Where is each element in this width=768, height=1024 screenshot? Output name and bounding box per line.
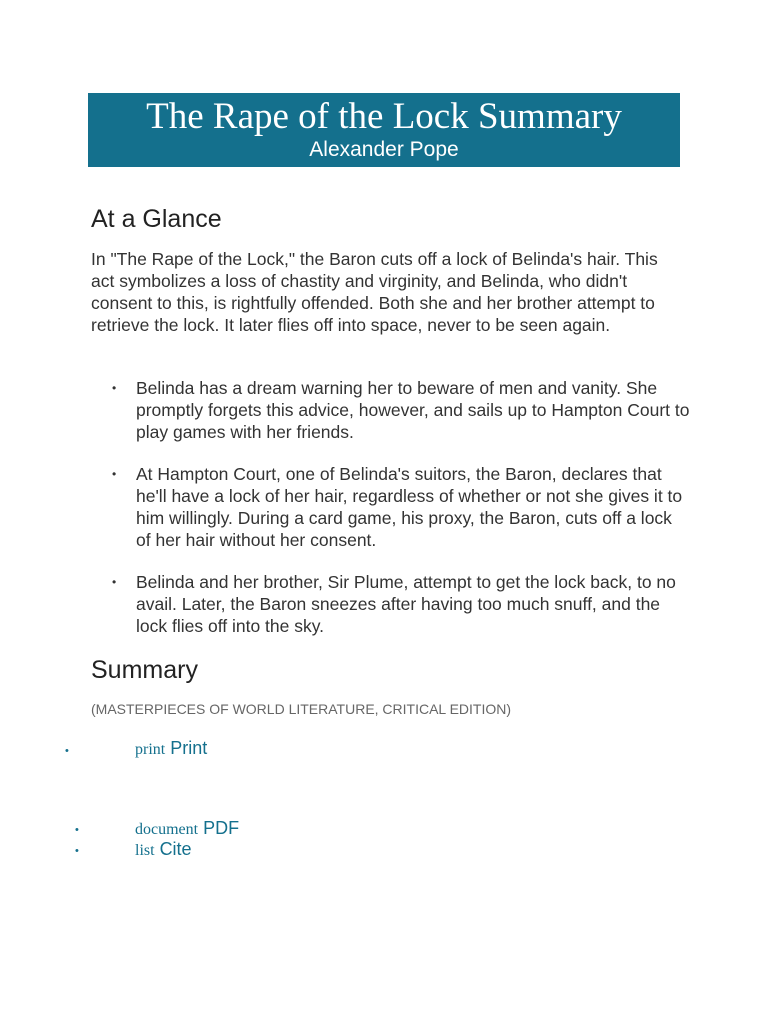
bullet-icon: • [112,381,117,395]
pdf-link[interactable] [75,818,240,839]
bullet-icon: • [112,575,117,589]
author-name: Alexander Pope [309,138,459,161]
bullet-icon: • [75,845,79,857]
cite-link[interactable] [75,839,192,860]
list-icon: list [135,842,155,859]
bullet-text: Belinda has a dream warning her to beware of men and vanity. She promptly forgets this advice, however, and sails up to Hampton Court to play games with her friends. [136,378,690,442]
print-icon: print [135,741,166,758]
bullet-text: At Hampton Court, one of Belinda's suitors, the Baron, declares that he'll have a lock of her hair, regardless of whether or not she gives it to him willingly. During a card game, his proxy, the Baron, cuts off a lock of her hair without her consent. [136,464,683,550]
bullet-text: Belinda and her brother, Sir Plume, attempt to get the lock back, to no avail. Later, the Baron sneezes after having too much snuff, and the lock flies off into the sky. [136,572,676,636]
title-banner [88,93,680,167]
list-item [110,463,690,551]
pdf-label: PDF [203,818,240,838]
bullet-icon: • [75,824,79,836]
bullet-icon: • [112,467,117,481]
glance-bullet-list [110,377,690,657]
summary-heading: Summary [91,656,198,684]
list-item [110,571,690,637]
at-a-glance-heading: At a Glance [91,205,222,233]
print-label: Print [170,738,208,758]
print-link[interactable] [65,738,208,759]
intro-paragraph: In "The Rape of the Lock," the Baron cuts off a lock of Belinda's hair. This act symbolizes a loss of chastity and virginity, and Belinda, who didn't consent to this, is rightfully offended. Both she and her brother attempt to retrieve the lock. It later flies off into space, never to be seen again. [91,249,658,335]
document-icon: document [135,821,199,838]
cite-label: Cite [159,839,192,859]
bullet-icon: • [65,745,69,757]
source-citation: (MASTERPIECES OF WORLD LITERATURE, CRITICAL EDITION) [91,701,512,717]
list-item [110,377,690,443]
page-title: The Rape of the Lock Summary [146,96,622,137]
